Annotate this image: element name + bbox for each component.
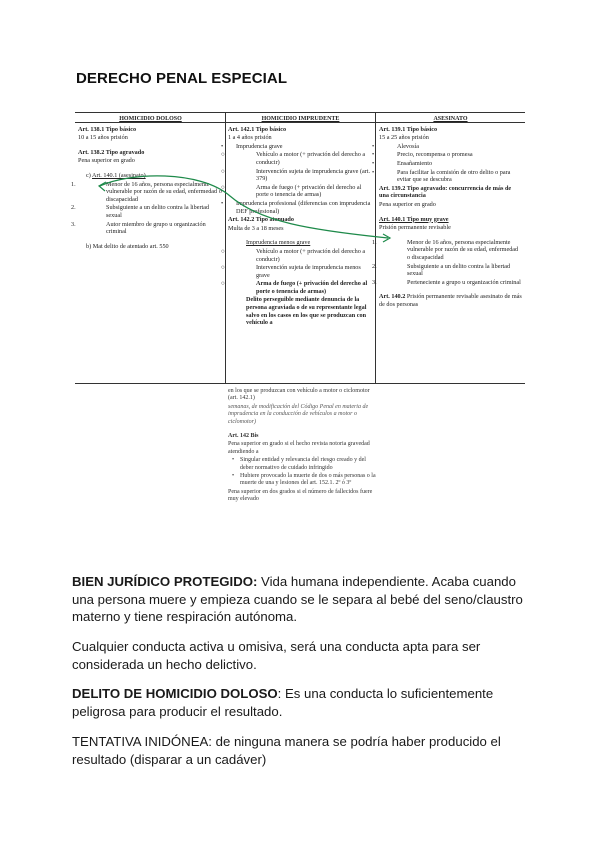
list-item: Autor miembro de grupo u organización criminal [106,220,206,236]
list-number: 3. [71,220,76,228]
list-item: b) Mat delito de atentado art. 550 [86,242,169,250]
article-text: Pena superior en grado [379,200,436,208]
list-number: 1. [372,238,377,246]
article-title: Art. 139.2 Tipo agravado: concurrencia de más de una circunstancia [379,184,512,200]
item-label: c) [86,171,91,179]
list-item: Subsiguiente a un delito contra la libertad sexual [407,262,511,278]
comparison-table [71,112,525,384]
list-item: Imprudencia profesional (diferencias con imprudencia DEF profesional) [236,199,371,215]
list-item: Perteneciente a grupo u organización criminal [407,278,521,286]
list-item: Subsiguiente a un delito contra la libertad sexual [106,204,210,219]
column-homicidio-imprudente: HOMICIDIO IMPRUDENTE Art. 142.1 Tipo básico 1 a 4 años prisión • Imprudencia grave ○ Vehículo a motor (+ privación del derecho a conducir) ○ Intervención sujeta de imprudencia grave (art. 379) ○ Arma de fuego (+ privación del derecho al porte o tenencia de armas) • Imprudencia profesional (diferencias con imprudencia DEF profesional) Art. 142.2 Tipo atenuado Multa de 3 a 18 meses Imprudencia menos grave ○ Vehículo a motor (+ privación del derecho a conducir) ○ Intervención sujeta de imprudencia menos grave ○ Arma de fuego (+ privación del derecho al porte o tenencia de armas) Delito perseguible mediante denuncia de la persona agraviada o de su representante legal salvo en los casos en los que se produzcan con vehículo a [228,116,373,328]
paragraph-delito-doloso [72,685,532,720]
article-title: Art. 139.1 Tipo básico [379,125,438,133]
paragraph-conducta [72,638,532,673]
paragraph-text: Vida humana independiente. Acaba cuando una persona muere y empieza cuando se le separa al bebé del seno/claustro materno y tiene respiración autónoma. [72,574,523,624]
article-text: Pena superior en grado si el hecho revista notoria gravedad atendiendo a [228,441,370,455]
table-column-divider-1 [225,112,226,384]
paragraph-bien-juridico [72,573,532,626]
article-text: 15 a 25 años prisión [379,134,429,142]
article-title: Art. 140.1 Tipo muy grave [379,215,449,223]
column-header: ASESINATO [433,116,468,122]
article-title: Art. 138.1 Tipo básico [78,125,137,133]
table-top-border [75,112,525,113]
paragraph: Delito perseguible mediante denuncia de la persona agraviada o de su representante legal salvo en los casos en los que se produzcan con vehículo a [246,296,367,327]
column-header: HOMICIDIO DOLOSO [119,116,182,122]
list-item: Vehículo a motor (+ privación del derecho a conducir) [256,247,366,263]
paragraph-label: BIEN JURÍDICO PROTEGIDO: [72,574,258,589]
list-item: Menor de 16 años, persona especialmente vulnerable por razón de su edad, enfermedad o discapacidad [407,238,519,261]
article-text: 1 a 4 años prisión [228,134,272,142]
table-bottom-border [75,383,525,384]
page-title: DERECHO PENAL ESPECIAL [76,70,288,87]
list-item: Arma de fuego (+ privación del derecho al porte o tenencia de armas) [256,280,368,295]
article-title: Art. 138.2 Tipo agravado [78,148,145,156]
list-item: Arma de fuego (+ privación del derecho al porte o tenencia de armas) [256,183,362,199]
list-item: Imprudencia menos grave [246,239,311,247]
list-item: Intervención sujeta de imprudencia grave (art. 379) [256,167,371,183]
continuation-text: en los que se produzcan con vehículo a motor o ciclomotor (art. 142.1) [228,388,370,402]
paragraph-text: TENTATIVA INIDÓNEA: de ninguna manera se podría haber producido el resultado (disparar a un cadáver) [72,734,501,767]
list-item: Precio, recompensa o promesa [397,151,473,159]
list-item: Hubiere provocado la muerte de dos o más personas o la muerte de una y lesiones del art. 152.1. 2º ó 3º [240,473,376,487]
column-header: HOMICIDIO IMPRUDENTE [261,116,340,122]
article-text: Prisión permanente revisable asesinato de más de dos personas [379,293,522,308]
article-text: Prisión permanente revisable [379,224,451,232]
paragraph-tentativa [72,733,532,768]
list-number: 1. [71,180,76,188]
article-title: Art. 142.2 Tipo atenuado [228,216,294,224]
table-continuation: en los que se produzcan con vehículo a motor o ciclomotor (art. 142.1) semanas, de modificación del Código Penal en materia de imprudencia en la conducción de vehículos a motor o ciclomotor) Art. 142 Bis Pena superior en grado si el hecho revista notoria gravedad atendiendo a • Singular entidad y relevancia del riesgo creado y del deber normativo de cuidado infringido • Hubiere provocado la muerte de dos o más personas o la muerte de una y lesiones del art. 152.1. 2º ó 3º Pena superior en dos grados si el número de fallecidos fuere muy elevado [228,388,378,505]
item-text: Art. 140.1 (asesinato) [92,171,146,179]
paragraph-label: DELITO DE HOMICIDIO DOLOSO [72,686,278,701]
article-title: Art. 142 Bis [228,433,259,440]
list-item: Vehículo a motor (+ privación del derecho a conducir) [256,151,366,166]
list-item: Ensañamiento [397,159,433,167]
list-item: Imprudencia grave [236,142,283,150]
table-column-divider-2 [375,112,376,384]
article-title: Art. 140.2 [379,293,406,301]
continuation-note: semanas, de modificación del Código Penal en materia de imprudencia en la conducción de vehículos a motor o ciclomotor) [228,403,369,425]
article-title: Art. 142.1 Tipo básico [228,125,287,133]
list-number: 2. [71,204,76,212]
article-text: Pena superior en grado [78,157,135,165]
article-text: Multa de 3 a 18 meses [228,224,284,232]
list-number: 3. [372,278,377,286]
paragraph-text: Cualquier conducta activa u omisiva, será una conducta apta para ser considerada un hecho delictivo. [72,639,481,672]
list-item: Menor de 16 años, persona especialmente vulnerable por razón de su edad, enfermedad o discapacidad [106,180,222,203]
article-text: 10 a 15 años prisión [78,134,128,142]
list-item: Intervención sujeta de imprudencia menos grave [256,264,361,279]
list-item: Para facilitar la comisión de otro delito o para evitar que se descubra [397,168,511,184]
list-item: Alevosía [397,142,419,150]
article-text: Pena superior en dos grados si el número de fallecidos fuere muy elevado [228,488,373,503]
column-homicidio-doloso [71,116,223,251]
column-asesinato: ASESINATO Art. 139.1 Tipo básico 15 a 25 años prisión • Alevosía • Precio, recompensa o promesa • Ensañamiento • Para facilitar la comisión de otro delito o para evitar que se descubra Art. 139.2 Tipo agravado: concurrencia de más de una circunstancia Pena superior en grado Art. 140.1 Tipo muy grave Prisión permanente revisable 1. Menor de 16 años, persona especialmente vulnerable por razón de su edad, enfermedad o discapacidad 2. Subsiguiente a un delito contra la libertad sexual 3. Perteneciente a grupo u organización criminal Art. 140.2 Prisión permanente revisable asesinato de más de dos personas [372,116,522,308]
paragraph-text: : Es una conducta lo suficientemente peligrosa para producir el resultado. [72,686,494,719]
list-item: Singular entidad y relevancia del riesgo creado y del deber normativo de cuidado infringido [240,457,366,471]
list-number: 2. [372,262,377,270]
